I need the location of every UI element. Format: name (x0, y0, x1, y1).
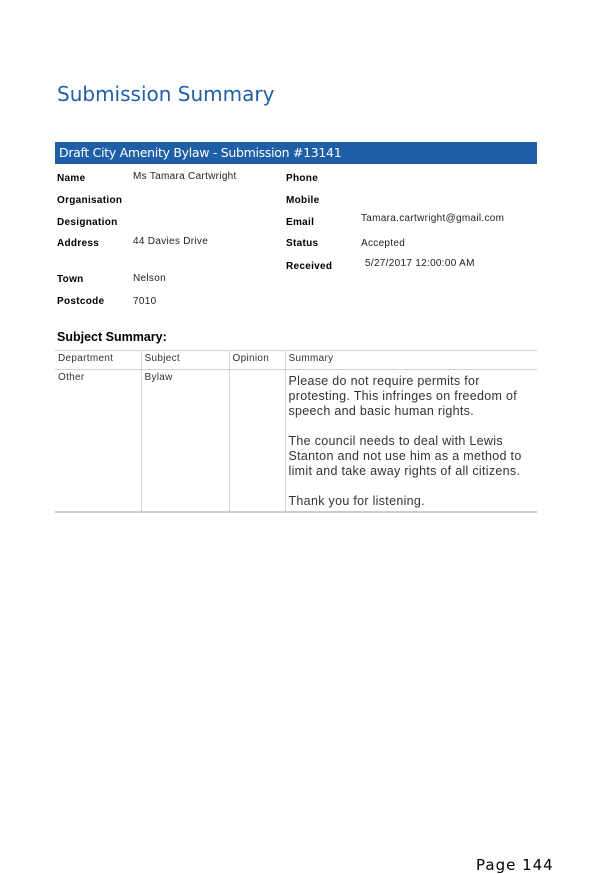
subject-cell: Bylaw (141, 370, 229, 513)
summary-paragraph: The council needs to deal with Lewis Stanton and not use him as a method to limit and take away rights of all citizens. (288, 434, 522, 478)
subject-summary-table (55, 350, 537, 513)
status-label: Status (286, 238, 319, 249)
email-value: Tamara.cartwright@gmail.com (361, 213, 505, 224)
column-header-opinion: Opinion (229, 351, 285, 370)
mobile-label: Mobile (286, 195, 320, 206)
opinion-cell (229, 370, 285, 513)
town-value: Nelson (133, 273, 166, 284)
postcode-label: Postcode (57, 296, 105, 307)
name-value: Ms Tamara Cartwright (133, 171, 237, 182)
page-number: Page 144 (476, 856, 554, 874)
designation-label: Designation (57, 217, 118, 228)
summary-paragraph: Thank you for listening. (288, 494, 425, 508)
submission-banner: Draft City Amenity Bylaw - Submission #13141 (55, 142, 537, 164)
name-label: Name (57, 173, 86, 184)
subject-summary-heading: Subject Summary: (57, 330, 167, 344)
summary-cell (285, 370, 537, 513)
town-label: Town (57, 274, 84, 285)
table-header-row (55, 351, 537, 370)
organisation-label: Organisation (57, 195, 123, 206)
column-header-department: Department (55, 351, 141, 370)
postcode-value: 7010 (133, 296, 157, 307)
column-header-subject: Subject (141, 351, 229, 370)
status-value: Accepted (361, 238, 406, 249)
received-value: 5/27/2017 12:00:00 AM (365, 258, 475, 269)
address-value: 44 Davies Drive (133, 236, 209, 247)
summary-paragraph: Please do not require permits for protesting. This infringes on freedom of speech and basic human rights. (288, 374, 518, 418)
received-label: Received (286, 261, 333, 272)
column-header-summary: Summary (285, 351, 537, 370)
page-title: Submission Summary (57, 82, 275, 106)
table-row (55, 370, 537, 513)
phone-label: Phone (286, 173, 319, 184)
email-label: Email (286, 217, 315, 228)
address-label: Address (57, 238, 100, 249)
department-cell: Other (55, 370, 141, 513)
